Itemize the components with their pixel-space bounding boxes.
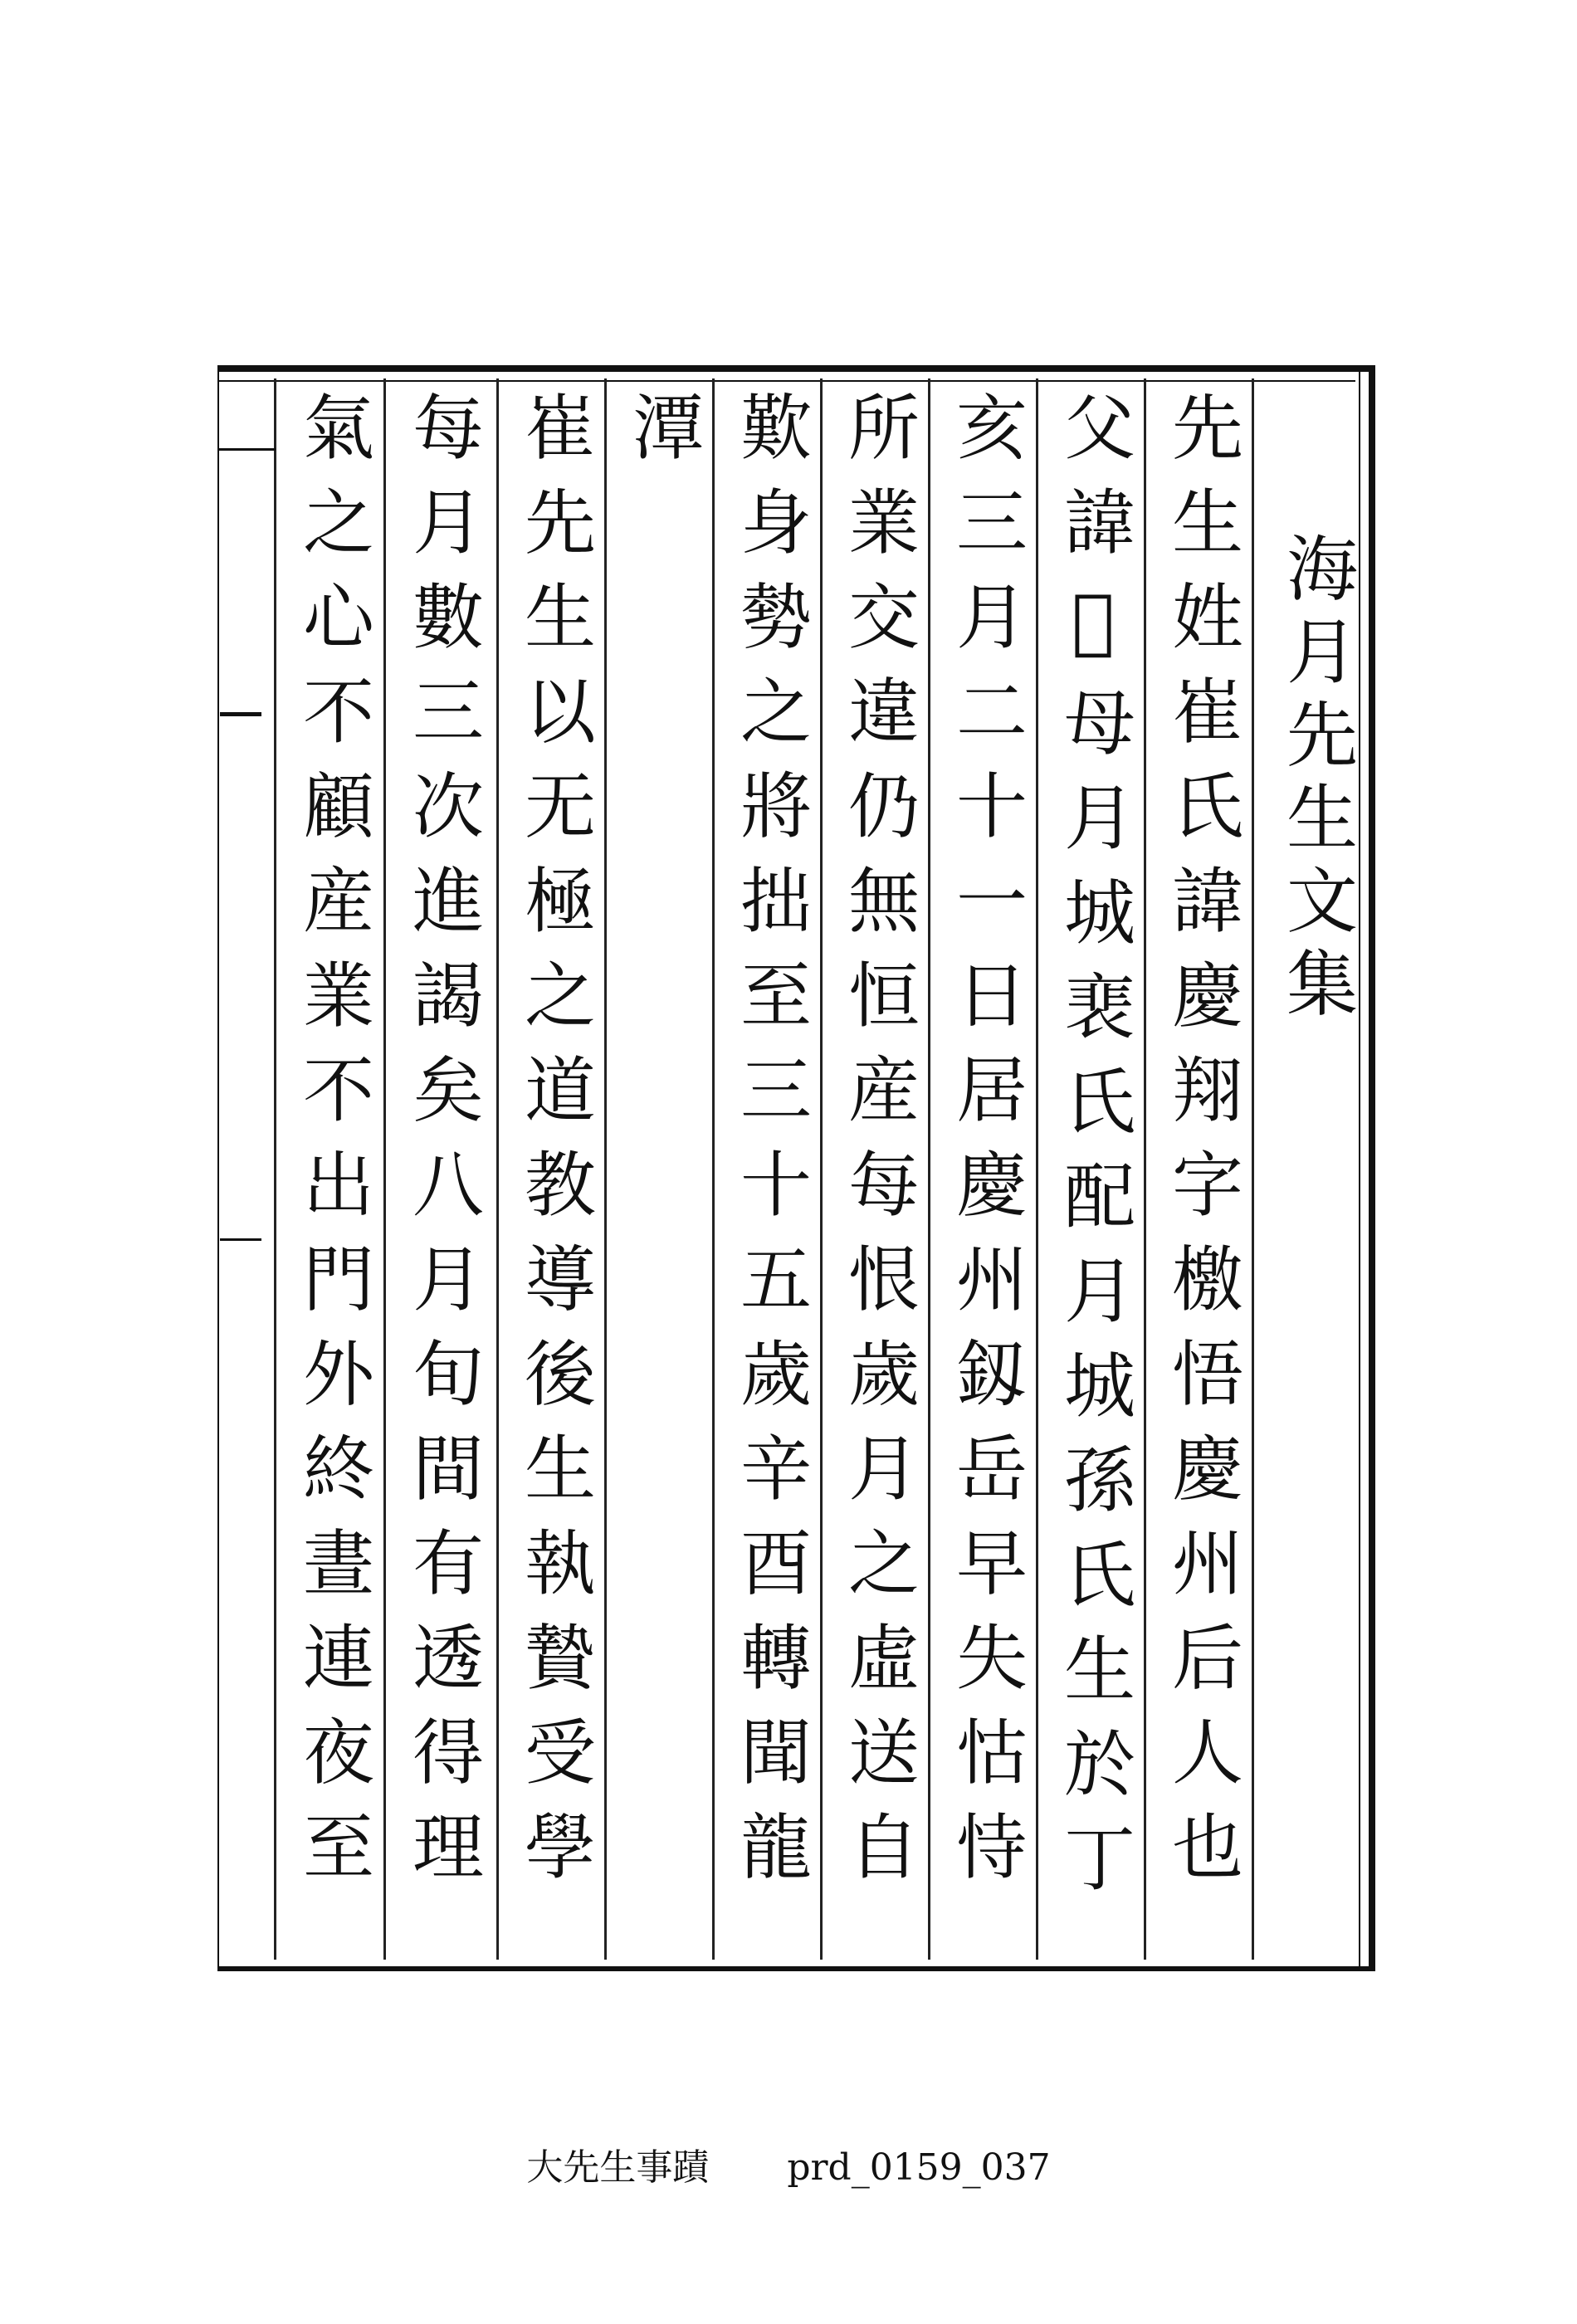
text-column-8: 每月數三次進謁矣八月旬間有透得理 [400, 390, 483, 1904]
text-column-4: 所業交違仍無恒産每恨歲月之虛送自 [836, 390, 919, 1904]
text-column-9: 氣之心不顧産業不出門外終晝連夜至 [290, 390, 374, 1904]
column-rule [496, 378, 499, 1960]
caption-code: prd_0159_037 [787, 2146, 1051, 2189]
margin-mark [220, 1238, 261, 1241]
page-caption [0, 2137, 1577, 2190]
margin-mark [217, 448, 276, 451]
margin-mark [220, 712, 261, 716]
text-column-2: 父諱𥘺母月城裵氏配月城孫氏生於丁 [1052, 390, 1135, 1916]
text-column-6: 潭 [620, 390, 703, 485]
text-column-1: 先生姓崔氏諱慶翔字檄悟慶州后人也 [1160, 390, 1243, 1904]
caption-label: 大先生事蹟 [526, 2146, 710, 2189]
text-column-3: 亥三月二十一日居慶州釼岳早失怙恃 [944, 390, 1027, 1904]
text-column-5: 歎身勢之將拙至三十五歲辛酉轉聞龍 [728, 390, 811, 1904]
book-title: 海月先生文集 [1274, 531, 1357, 1029]
text-column-7: 崔先生以无極之道教導後生執贄受學 [512, 390, 595, 1904]
column-rule [274, 378, 276, 1960]
